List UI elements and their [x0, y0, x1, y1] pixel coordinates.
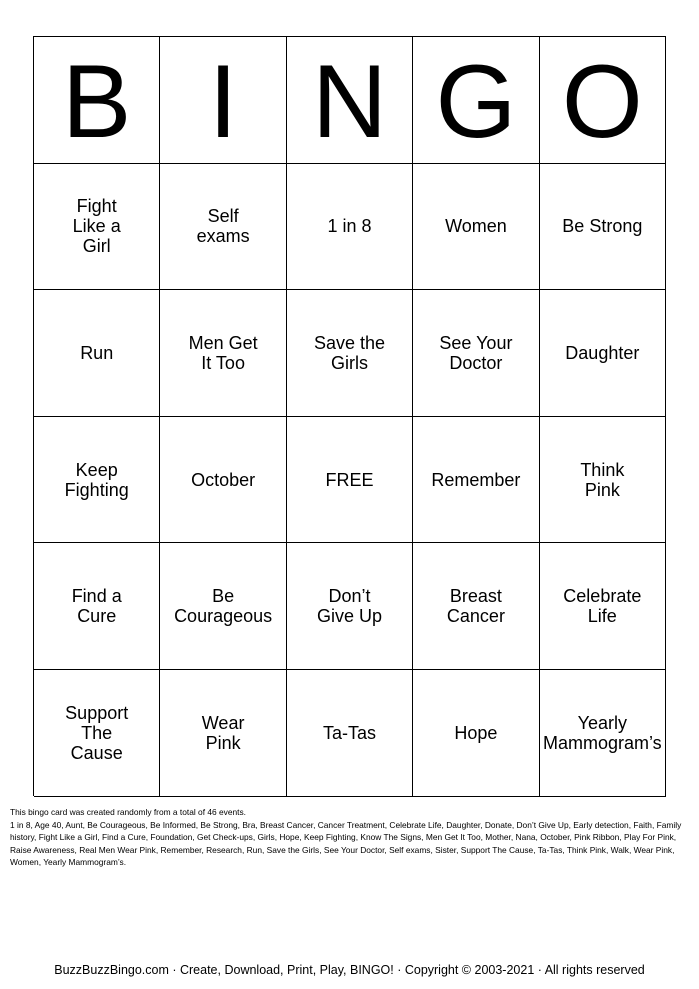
- bingo-cell: [413, 290, 539, 417]
- header-row: [34, 37, 666, 164]
- footer-copyright: BuzzBuzzBingo.com · Create, Download, Print, Play, BINGO! · Copyright © 2003-2021 · All rights reserved: [54, 963, 645, 977]
- cell-text: Don’t Give Up: [317, 586, 383, 627]
- free-space-cell: [287, 417, 413, 544]
- cell-text: October: [191, 469, 256, 490]
- bingo-cell: [160, 164, 286, 291]
- cell-text: Fight Like a Girl: [72, 196, 121, 257]
- header-letter-n: N: [287, 37, 413, 164]
- cell-text: Save the Girls: [313, 332, 386, 373]
- cell-text: Remember: [431, 469, 521, 490]
- grid-row-3: [34, 417, 666, 544]
- bingo-cell: [160, 417, 286, 544]
- bingo-cell: [540, 290, 666, 417]
- bingo-cell: [413, 670, 539, 797]
- cell-text: Hope: [454, 722, 498, 743]
- cell-text: See Your Doctor: [439, 332, 513, 373]
- cell-text: Be Strong: [562, 216, 643, 237]
- cell-text: Run: [80, 342, 114, 363]
- card-info-summary: This bingo card was created randomly from a total of 46 events.: [10, 807, 247, 817]
- free-space-text: FREE: [325, 469, 374, 490]
- cell-text: 1 in 8: [327, 216, 372, 237]
- cell-text: Think Pink: [580, 459, 625, 500]
- cell-text: Women: [445, 216, 507, 237]
- cell-text: Be Courageous: [174, 586, 273, 627]
- cell-text: Wear Pink: [201, 712, 245, 753]
- cell-text: Ta-Tas: [323, 722, 377, 743]
- bingo-cell: [287, 543, 413, 670]
- bingo-cell: [540, 543, 666, 670]
- bingo-cell: [540, 417, 666, 544]
- header-letter-i: I: [160, 37, 286, 164]
- grid-row-1: [34, 164, 666, 291]
- cell-text: Keep Fighting: [64, 459, 129, 500]
- bingo-cell: [34, 290, 160, 417]
- grid-row-2: [34, 290, 666, 417]
- card-info: [10, 806, 690, 869]
- bingo-cell: [413, 543, 539, 670]
- grid-row-4: [34, 543, 666, 670]
- bingo-cell: [287, 290, 413, 417]
- bingo-cell: [287, 164, 413, 291]
- header-letter-b: B: [34, 37, 160, 164]
- bingo-cell: [413, 164, 539, 291]
- cell-text: Support The Cause: [65, 702, 129, 763]
- bingo-cell: [540, 670, 666, 797]
- bingo-cell: [413, 417, 539, 544]
- bingo-cell: [287, 670, 413, 797]
- card-info-events-list: 1 in 8, Age 40, Aunt, Be Courageous, Be Informed, Be Strong, Bra, Breast Cancer, Cancer Treatment, Celebrate Life, Daughter, Donate, Don’t Give Up, Early detection, Faith, Family history, Fight Like a Girl, Find a Cure, Foundation, Get Check-ups, Girls, Hope, Keep Fighting, Know The Signs, Men Get It Too, Mother, Nana, October, Pink Ribbon, Play For Pink, Raise Awareness, Real Men Wear Pink, Remember, Research, Run, Save the Girls, See Your Doctor, Self exams, Sister, Support The Cause, Ta-Tas, Think Pink, Walk, Wear Pink, Women, Yearly Mammogram’s.: [10, 819, 682, 867]
- cell-text: Daughter: [565, 342, 640, 363]
- bingo-cell: [34, 417, 160, 544]
- cell-text: Men Get It Too: [188, 332, 258, 373]
- cell-text: Breast Cancer: [446, 586, 505, 627]
- cell-text: Yearly Mammogram’s: [542, 712, 662, 753]
- cell-text: Celebrate Life: [563, 586, 642, 627]
- bingo-cell: [160, 290, 286, 417]
- bingo-cell: [34, 164, 160, 291]
- bingo-card: [33, 36, 666, 796]
- header-letter-o: O: [540, 37, 666, 164]
- grid-row-5: [34, 670, 666, 797]
- bingo-cell: [34, 670, 160, 797]
- bingo-cell: [160, 670, 286, 797]
- bingo-cell: [540, 164, 666, 291]
- header-letter-g: G: [413, 37, 539, 164]
- cell-text: Self exams: [196, 206, 250, 247]
- bingo-cell: [160, 543, 286, 670]
- bingo-cell: [34, 543, 160, 670]
- cell-text: Find a Cure: [71, 586, 122, 627]
